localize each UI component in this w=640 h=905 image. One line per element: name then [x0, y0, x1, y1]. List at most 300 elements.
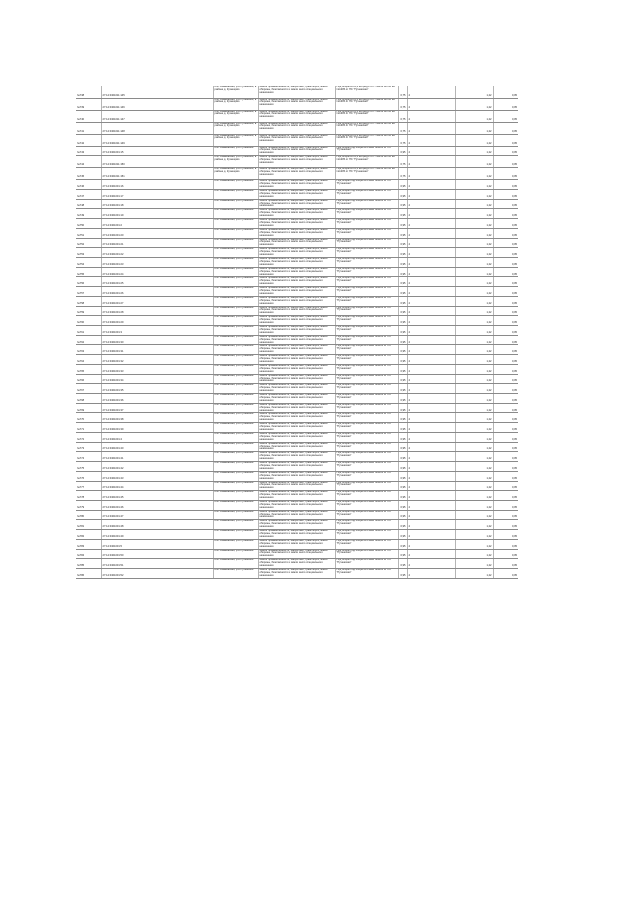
table-row	[76, 189, 518, 199]
permitted-use: Под опоры ВЛ-0,4 кВ фид.2 КТП №453 ВЛ-10 кВ №1205 от ПС "Пучежская"	[335, 156, 398, 168]
value-3: 0,05	[493, 86, 518, 98]
value-2: 1,22	[455, 228, 493, 238]
cadastral-number: 27:14:0401001:47	[101, 510, 213, 520]
area-value: 0,95	[398, 539, 407, 549]
address: обл. Ивановская, р-н Пучежский	[213, 306, 258, 316]
value-1: 4	[407, 374, 455, 384]
row-number: №766	[76, 374, 101, 384]
row-number: №783	[76, 539, 101, 549]
land-category: Земли промышленности, энергетики, транспорта, земли обороны, безопасности и земли иного специального назначения	[258, 539, 335, 549]
table-body	[76, 86, 518, 578]
value-1: 4	[407, 491, 455, 501]
value-2: 1,22	[455, 568, 493, 578]
land-category: Земли промышленности, энергетики, транспорта, земли обороны, безопасности и земли иного специального назначения	[258, 530, 335, 540]
area-value: 0,95	[398, 219, 407, 229]
cadastral-number: 27:14:0401001:22	[101, 248, 213, 258]
row-number: №740	[76, 110, 101, 122]
table-row	[76, 491, 518, 501]
value-2: 1,22	[455, 296, 493, 306]
value-2: 1,22	[455, 413, 493, 423]
table-row	[76, 471, 518, 481]
value-2: 1,22	[455, 122, 493, 134]
permitted-use: Под опоры Под опоры ВЛ-10кВ №1101 от ПС "Пучежская"	[335, 335, 398, 345]
row-number: №776	[76, 471, 101, 481]
cadastral-number: 27:14:0401001:40	[101, 442, 213, 452]
value-1: 4	[407, 257, 455, 267]
value-2: 1,22	[455, 355, 493, 365]
permitted-use: Под опоры Под опоры ВЛ-10кВ №1101 от ПС "Пучежская"	[335, 549, 398, 559]
permitted-use: Под опоры Под опоры ВЛ-10кВ №1101 от ПС "Пучежская"	[335, 277, 398, 287]
row-number: №771	[76, 423, 101, 433]
permitted-use: Под опоры Под опоры ВЛ-10кВ №1101 от ПС "Пучежская"	[335, 481, 398, 491]
area-value: 0,95	[398, 423, 407, 433]
address: обл. Ивановская, р-н Пучежский	[213, 364, 258, 374]
land-category: Земли промышленности, энергетики, транспорта, земли обороны, безопасности и земли иного специального назначения	[258, 168, 335, 180]
address: обл. Ивановская, р-н Пучежский	[213, 510, 258, 520]
area-value: 0,95	[398, 530, 407, 540]
row-number: №780	[76, 510, 101, 520]
value-3: 0,05	[493, 481, 518, 491]
value-1: 4	[407, 364, 455, 374]
value-2: 1,22	[455, 146, 493, 156]
value-3: 0,05	[493, 491, 518, 501]
table-row	[76, 559, 518, 569]
table-row	[76, 481, 518, 491]
cadastral-number: 27:14:0401001:30	[101, 335, 213, 345]
cadastral-number: 27:14:0401001:23	[101, 257, 213, 267]
address: обл. Ивановская, р-н Пучежский	[213, 394, 258, 404]
value-3: 0,05	[493, 471, 518, 481]
value-2: 1,22	[455, 189, 493, 199]
area-value: 0,95	[398, 306, 407, 316]
table-row	[76, 296, 518, 306]
permitted-use: Под опоры Под опоры ВЛ-10кВ №1101 от ПС "Пучежская"	[335, 180, 398, 190]
area-value: 0,95	[398, 326, 407, 336]
value-1: 4	[407, 432, 455, 442]
land-category: Земли промышленности, энергетики, транспорта, земли обороны, безопасности и земли иного специального назначения	[258, 423, 335, 433]
row-number: №762	[76, 335, 101, 345]
value-1: 4	[407, 219, 455, 229]
value-3: 0,05	[493, 452, 518, 462]
row-number: №770	[76, 413, 101, 423]
address: обл. Ивановская, р-н Пучежский	[213, 326, 258, 336]
cadastral-number: 27:14:0401001:36	[101, 394, 213, 404]
row-number: №748	[76, 199, 101, 209]
value-1: 4	[407, 403, 455, 413]
value-2: 1,22	[455, 394, 493, 404]
table-row	[76, 452, 518, 462]
value-2: 1,22	[455, 238, 493, 248]
land-category: Земли промышленности, энергетики, транспорта, земли обороны, безопасности и земли иного специального назначения	[258, 384, 335, 394]
area-value: 0,95	[398, 287, 407, 297]
value-2: 1,22	[455, 326, 493, 336]
permitted-use: Под опоры Под опоры ВЛ-10кВ №1101 от ПС "Пучежская"	[335, 442, 398, 452]
table-row	[76, 146, 518, 156]
cadastral-number: 27:14:0401011:145	[101, 86, 213, 98]
permitted-use: Под опоры ВЛ-0,4 кВ фид.2 КТП №453 ВЛ-10 кВ №1205 от ПС "Пучежская"	[335, 134, 398, 146]
table-row	[76, 520, 518, 530]
area-value: 0,95	[398, 228, 407, 238]
row-number: №757	[76, 287, 101, 297]
address: обл. Ивановская, р-н Пучежский	[213, 539, 258, 549]
row-number: №759	[76, 306, 101, 316]
value-2: 1,22	[455, 481, 493, 491]
value-2: 1,22	[455, 110, 493, 122]
value-2: 1,22	[455, 219, 493, 229]
value-1: 4	[407, 423, 455, 433]
value-1: 4	[407, 316, 455, 326]
row-number: №742	[76, 134, 101, 146]
value-1: 4	[407, 326, 455, 336]
row-number: №775	[76, 462, 101, 472]
address: обл. Ивановская, р-н Пучежский	[213, 199, 258, 209]
value-1: 4	[407, 520, 455, 530]
row-number: №779	[76, 500, 101, 510]
address: обл. Ивановская, р-н Пучежский	[213, 189, 258, 199]
cadastral-number: 27:14:0401011:150	[101, 156, 213, 168]
value-2: 1,22	[455, 209, 493, 219]
cadastral-number: 27:14:0401001:29	[101, 316, 213, 326]
value-2: 1,22	[455, 423, 493, 433]
row-number: №744	[76, 156, 101, 168]
table-row	[76, 180, 518, 190]
cadastral-number: 27:14:0401011:149	[101, 134, 213, 146]
land-category: Земли промышленности, энергетики, транспорта, земли обороны, безопасности и земли иного специального назначения	[258, 394, 335, 404]
value-3: 0,05	[493, 287, 518, 297]
area-value: 0,75	[398, 98, 407, 110]
row-number: №739	[76, 98, 101, 110]
address: обл. Ивановская, р-н Пучежский	[213, 180, 258, 190]
row-number: №784	[76, 549, 101, 559]
land-category: Земли промышленности, энергетики, транспорта, земли обороны, безопасности и земли иного специального назначения	[258, 199, 335, 209]
land-category: Земли промышленности, энергетики, транспорта, земли обороны, безопасности и земли иного специального назначения	[258, 248, 335, 258]
permitted-use: Под опоры ВЛ-0,4 кВ фид.2 КТП №453 ВЛ-10 кВ №1205 от ПС "Пучежская"	[335, 86, 398, 98]
value-2: 1,22	[455, 374, 493, 384]
land-category: Земли промышленности, энергетики, транспорта, земли обороны, безопасности и земли иного специального назначения	[258, 335, 335, 345]
address: обл. Ивановская, р-н Пучежский, в районе д. Кузнецово	[213, 156, 258, 168]
land-category: Земли промышленности, энергетики, транспорта, земли обороны, безопасности и земли иного специального назначения	[258, 568, 335, 578]
permitted-use: Под опоры Под опоры ВЛ-10кВ №1101 от ПС "Пучежская"	[335, 510, 398, 520]
row-number: №758	[76, 296, 101, 306]
value-2: 1,22	[455, 98, 493, 110]
area-value: 0,75	[398, 86, 407, 98]
cadastral-number: 27:14:0401001:28	[101, 306, 213, 316]
address: обл. Ивановская, р-н Пучежский	[213, 296, 258, 306]
value-3: 0,05	[493, 394, 518, 404]
permitted-use: Под опоры Под опоры ВЛ-10кВ №1101 от ПС "Пучежская"	[335, 326, 398, 336]
value-2: 1,22	[455, 432, 493, 442]
value-2: 1,22	[455, 257, 493, 267]
table-row	[76, 122, 518, 134]
area-value: 0,95	[398, 199, 407, 209]
address: обл. Ивановская, р-н Пучежский	[213, 442, 258, 452]
permitted-use: Под опоры Под опоры ВЛ-10кВ №1101 от ПС "Пучежская"	[335, 432, 398, 442]
value-1: 4	[407, 549, 455, 559]
value-2: 1,22	[455, 277, 493, 287]
table-row	[76, 335, 518, 345]
area-value: 0,95	[398, 146, 407, 156]
row-number: №763	[76, 345, 101, 355]
value-1: 4	[407, 199, 455, 209]
area-value: 0,95	[398, 471, 407, 481]
permitted-use: Под опоры ВЛ-0,4 кВ фид.2 КТП №453 ВЛ-10 кВ №1205 от ПС "Пучежская"	[335, 98, 398, 110]
land-category: Земли промышленности, энергетики, транспорта, земли обороны, безопасности и земли иного специального назначения	[258, 287, 335, 297]
row-number: №753	[76, 248, 101, 258]
land-category: Земли промышленности, энергетики, транспорта, земли обороны, безопасности и земли иного специального назначения	[258, 257, 335, 267]
area-value: 0,95	[398, 248, 407, 258]
permitted-use: Под опоры Под опоры ВЛ-10кВ №1101 от ПС "Пучежская"	[335, 364, 398, 374]
value-3: 0,05	[493, 568, 518, 578]
area-value: 0,95	[398, 355, 407, 365]
value-3: 0,05	[493, 530, 518, 540]
address: обл. Ивановская, р-н Пучежский	[213, 146, 258, 156]
value-2: 1,22	[455, 539, 493, 549]
address: обл. Ивановская, р-н Пучежский	[213, 471, 258, 481]
permitted-use: Под опоры Под опоры ВЛ-10кВ №1101 от ПС "Пучежская"	[335, 491, 398, 501]
address: обл. Ивановская, р-н Пучежский	[213, 559, 258, 569]
area-value: 0,95	[398, 462, 407, 472]
row-number: №764	[76, 355, 101, 365]
area-value: 0,95	[398, 510, 407, 520]
table-row	[76, 267, 518, 277]
address: обл. Ивановская, р-н Пучежский	[213, 520, 258, 530]
value-1: 4	[407, 146, 455, 156]
table-row	[76, 530, 518, 540]
value-3: 0,05	[493, 122, 518, 134]
value-3: 0,05	[493, 110, 518, 122]
cadastral-number: 27:14:0401001:5	[101, 539, 213, 549]
value-1: 4	[407, 134, 455, 146]
land-category: Земли промышленности, энергетики, транспорта, земли обороны, безопасности и земли иного специального назначения	[258, 559, 335, 569]
table-row	[76, 345, 518, 355]
permitted-use: Под опоры Под опоры ВЛ-10кВ №1101 от ПС "Пучежская"	[335, 500, 398, 510]
value-2: 1,22	[455, 267, 493, 277]
value-3: 0,05	[493, 364, 518, 374]
area-value: 0,95	[398, 267, 407, 277]
value-1: 4	[407, 394, 455, 404]
permitted-use: Под опоры Под опоры ВЛ-10кВ №1101 от ПС "Пучежская"	[335, 248, 398, 258]
row-number: №756	[76, 277, 101, 287]
land-category: Земли промышленности, энергетики, транспорта, земли обороны, безопасности и земли иного специального назначения	[258, 364, 335, 374]
area-value: 0,95	[398, 549, 407, 559]
address: обл. Ивановская, р-н Пучежский	[213, 432, 258, 442]
land-category: Земли промышленности, энергетики, транспорта, земли обороны, безопасности и земли иного специального назначения	[258, 267, 335, 277]
cadastral-number: 27:14:0401011:151	[101, 168, 213, 180]
value-2: 1,22	[455, 384, 493, 394]
address: обл. Ивановская, р-н Пучежский	[213, 481, 258, 491]
table-row	[76, 500, 518, 510]
permitted-use: Под опоры Под опоры ВЛ-10кВ №1101 от ПС "Пучежская"	[335, 530, 398, 540]
permitted-use: Под опоры Под опоры ВЛ-10кВ №1101 от ПС "Пучежская"	[335, 423, 398, 433]
row-number: №772	[76, 432, 101, 442]
value-1: 4	[407, 355, 455, 365]
value-3: 0,05	[493, 413, 518, 423]
value-3: 0,05	[493, 180, 518, 190]
cadastral-number: 27:14:0401001:3	[101, 326, 213, 336]
area-value: 0,95	[398, 277, 407, 287]
row-number: №749	[76, 209, 101, 219]
table-row	[76, 257, 518, 267]
land-category: Земли промышленности, энергетики, транспорта, земли обороны, безопасности и земли иного специального назначения	[258, 491, 335, 501]
area-value: 0,95	[398, 394, 407, 404]
row-number: №750	[76, 219, 101, 229]
land-category: Земли промышленности, энергетики, транспорта, земли обороны, безопасности и земли иного специального назначения	[258, 228, 335, 238]
value-3: 0,05	[493, 442, 518, 452]
value-1: 4	[407, 500, 455, 510]
cadastral-number: 27:14:0401011:147	[101, 110, 213, 122]
value-2: 1,22	[455, 248, 493, 258]
row-number: №745	[76, 168, 101, 180]
permitted-use: Под опоры Под опоры ВЛ-10кВ №1101 от ПС "Пучежская"	[335, 520, 398, 530]
row-number: №781	[76, 520, 101, 530]
value-3: 0,05	[493, 98, 518, 110]
value-2: 1,22	[455, 134, 493, 146]
area-value: 0,95	[398, 413, 407, 423]
value-2: 1,22	[455, 510, 493, 520]
value-2: 1,22	[455, 452, 493, 462]
area-value: 0,75	[398, 122, 407, 134]
value-1: 4	[407, 248, 455, 258]
table-row	[76, 462, 518, 472]
value-3: 0,05	[493, 199, 518, 209]
value-3: 0,05	[493, 248, 518, 258]
land-category: Земли промышленности, энергетики, транспорта, земли обороны, безопасности и земли иного специального назначения	[258, 500, 335, 510]
cadastral-number: 27:14:0401001:48	[101, 520, 213, 530]
land-category: Земли промышленности, энергетики, транспорта, земли обороны, безопасности и земли иного специального назначения	[258, 549, 335, 559]
land-category: Земли промышленности, энергетики, транспорта, земли обороны, безопасности и земли иного специального назначения	[258, 442, 335, 452]
value-1: 4	[407, 462, 455, 472]
land-category: Земли промышленности, энергетики, транспорта, земли обороны, безопасности и земли иного специального назначения	[258, 462, 335, 472]
address: обл. Ивановская, р-н Пучежский	[213, 355, 258, 365]
value-3: 0,05	[493, 134, 518, 146]
table-row	[76, 403, 518, 413]
value-2: 1,22	[455, 306, 493, 316]
address: обл. Ивановская, р-н Пучежский	[213, 238, 258, 248]
area-value: 0,75	[398, 168, 407, 180]
value-1: 4	[407, 510, 455, 520]
cadastral-number: 27:14:0401001:51	[101, 559, 213, 569]
permitted-use: Под опоры Под опоры ВЛ-10кВ №1101 от ПС "Пучежская"	[335, 462, 398, 472]
cadastral-number: 27:14:0401011:146	[101, 98, 213, 110]
table-row	[76, 539, 518, 549]
value-3: 0,05	[493, 257, 518, 267]
land-category: Земли промышленности, энергетики, транспорта, земли обороны, безопасности и земли иного специального назначения	[258, 413, 335, 423]
value-1: 4	[407, 209, 455, 219]
land-category: Земли промышленности, энергетики, транспорта, земли обороны, безопасности и земли иного специального назначения	[258, 296, 335, 306]
permitted-use: Под опоры Под опоры ВЛ-10кВ №1101 от ПС "Пучежская"	[335, 209, 398, 219]
value-3: 0,05	[493, 539, 518, 549]
cadastral-number: 27:14:0401001:34	[101, 374, 213, 384]
permitted-use: Под опоры Под опоры ВЛ-10кВ №1101 от ПС "Пучежская"	[335, 413, 398, 423]
area-value: 0,95	[398, 452, 407, 462]
area-value: 0,75	[398, 156, 407, 168]
table-row	[76, 432, 518, 442]
table-row	[76, 510, 518, 520]
value-3: 0,05	[493, 209, 518, 219]
table-row	[76, 219, 518, 229]
value-2: 1,22	[455, 530, 493, 540]
value-1: 4	[407, 442, 455, 452]
address: обл. Ивановская, р-н Пучежский, в районе д. Кузнецово	[213, 110, 258, 122]
table-row	[76, 326, 518, 336]
value-3: 0,05	[493, 500, 518, 510]
value-1: 4	[407, 267, 455, 277]
permitted-use: Под опоры Под опоры ВЛ-10кВ №1101 от ПС "Пучежская"	[335, 146, 398, 156]
address: обл. Ивановская, р-н Пучежский	[213, 491, 258, 501]
value-2: 1,22	[455, 156, 493, 168]
value-3: 0,05	[493, 168, 518, 180]
row-number: №752	[76, 238, 101, 248]
cadastral-number: 27:14:0401001:45	[101, 491, 213, 501]
area-value: 0,95	[398, 296, 407, 306]
row-number: №786	[76, 568, 101, 578]
cadastral-number: 27:14:0401001:16	[101, 180, 213, 190]
value-2: 1,22	[455, 86, 493, 98]
row-number: №767	[76, 384, 101, 394]
value-2: 1,22	[455, 345, 493, 355]
cadastral-number: 27:14:0401001:15	[101, 146, 213, 156]
area-value: 0,95	[398, 432, 407, 442]
address: обл. Ивановская, р-н Пучежский, в районе д. Кузнецово	[213, 86, 258, 98]
value-1: 4	[407, 238, 455, 248]
address: обл. Ивановская, р-н Пучежский	[213, 549, 258, 559]
permitted-use: Под опоры Под опоры ВЛ-10кВ №1101 от ПС "Пучежская"	[335, 257, 398, 267]
table-row	[76, 209, 518, 219]
land-category: Земли промышленности, энергетики, транспорта, земли обороны, безопасности и земли иного специального назначения	[258, 180, 335, 190]
row-number: №768	[76, 394, 101, 404]
area-value: 0,95	[398, 189, 407, 199]
table-row	[76, 423, 518, 433]
row-number: №777	[76, 481, 101, 491]
table-row	[76, 413, 518, 423]
value-1: 4	[407, 345, 455, 355]
area-value: 0,75	[398, 110, 407, 122]
cadastral-number: 27:14:0401001:46	[101, 500, 213, 510]
row-number: №778	[76, 491, 101, 501]
land-category: Земли промышленности, энергетики, транспорта, земли обороны, безопасности и земли иного специального назначения	[258, 345, 335, 355]
table-row	[76, 394, 518, 404]
address: обл. Ивановская, р-н Пучежский	[213, 316, 258, 326]
value-1: 4	[407, 86, 455, 98]
area-value: 0,75	[398, 134, 407, 146]
row-number: №785	[76, 559, 101, 569]
value-3: 0,05	[493, 277, 518, 287]
land-category: Земли промышленности, энергетики, транспорта, земли обороны, безопасности и земли иного специального назначения	[258, 452, 335, 462]
value-2: 1,22	[455, 180, 493, 190]
permitted-use: Под опоры ВЛ-0,4 кВ фид.2 КТП №453 ВЛ-10 кВ №1205 от ПС "Пучежская"	[335, 110, 398, 122]
value-3: 0,05	[493, 306, 518, 316]
table-row	[76, 168, 518, 180]
land-category: Земли промышленности, энергетики, транспорта, земли обороны, безопасности и земли иного специального назначения	[258, 209, 335, 219]
address: обл. Ивановская, р-н Пучежский	[213, 374, 258, 384]
value-1: 4	[407, 168, 455, 180]
table-row	[76, 287, 518, 297]
cadastral-number: 27:14:0401001:50	[101, 549, 213, 559]
address: обл. Ивановская, р-н Пучежский	[213, 228, 258, 238]
area-value: 0,95	[398, 257, 407, 267]
land-category: Земли промышленности, энергетики, транспорта, земли обороны, безопасности и земли иного специального назначения	[258, 146, 335, 156]
row-number: №765	[76, 364, 101, 374]
area-value: 0,95	[398, 568, 407, 578]
value-1: 4	[407, 110, 455, 122]
permitted-use: Под опоры Под опоры ВЛ-10кВ №1101 от ПС "Пучежская"	[335, 228, 398, 238]
value-2: 1,22	[455, 287, 493, 297]
permitted-use: Под опоры Под опоры ВЛ-10кВ №1101 от ПС "Пучежская"	[335, 219, 398, 229]
address: обл. Ивановская, р-н Пучежский	[213, 219, 258, 229]
value-1: 4	[407, 296, 455, 306]
table-row	[76, 374, 518, 384]
address: обл. Ивановская, р-н Пучежский, в районе д. Кузнецово	[213, 134, 258, 146]
